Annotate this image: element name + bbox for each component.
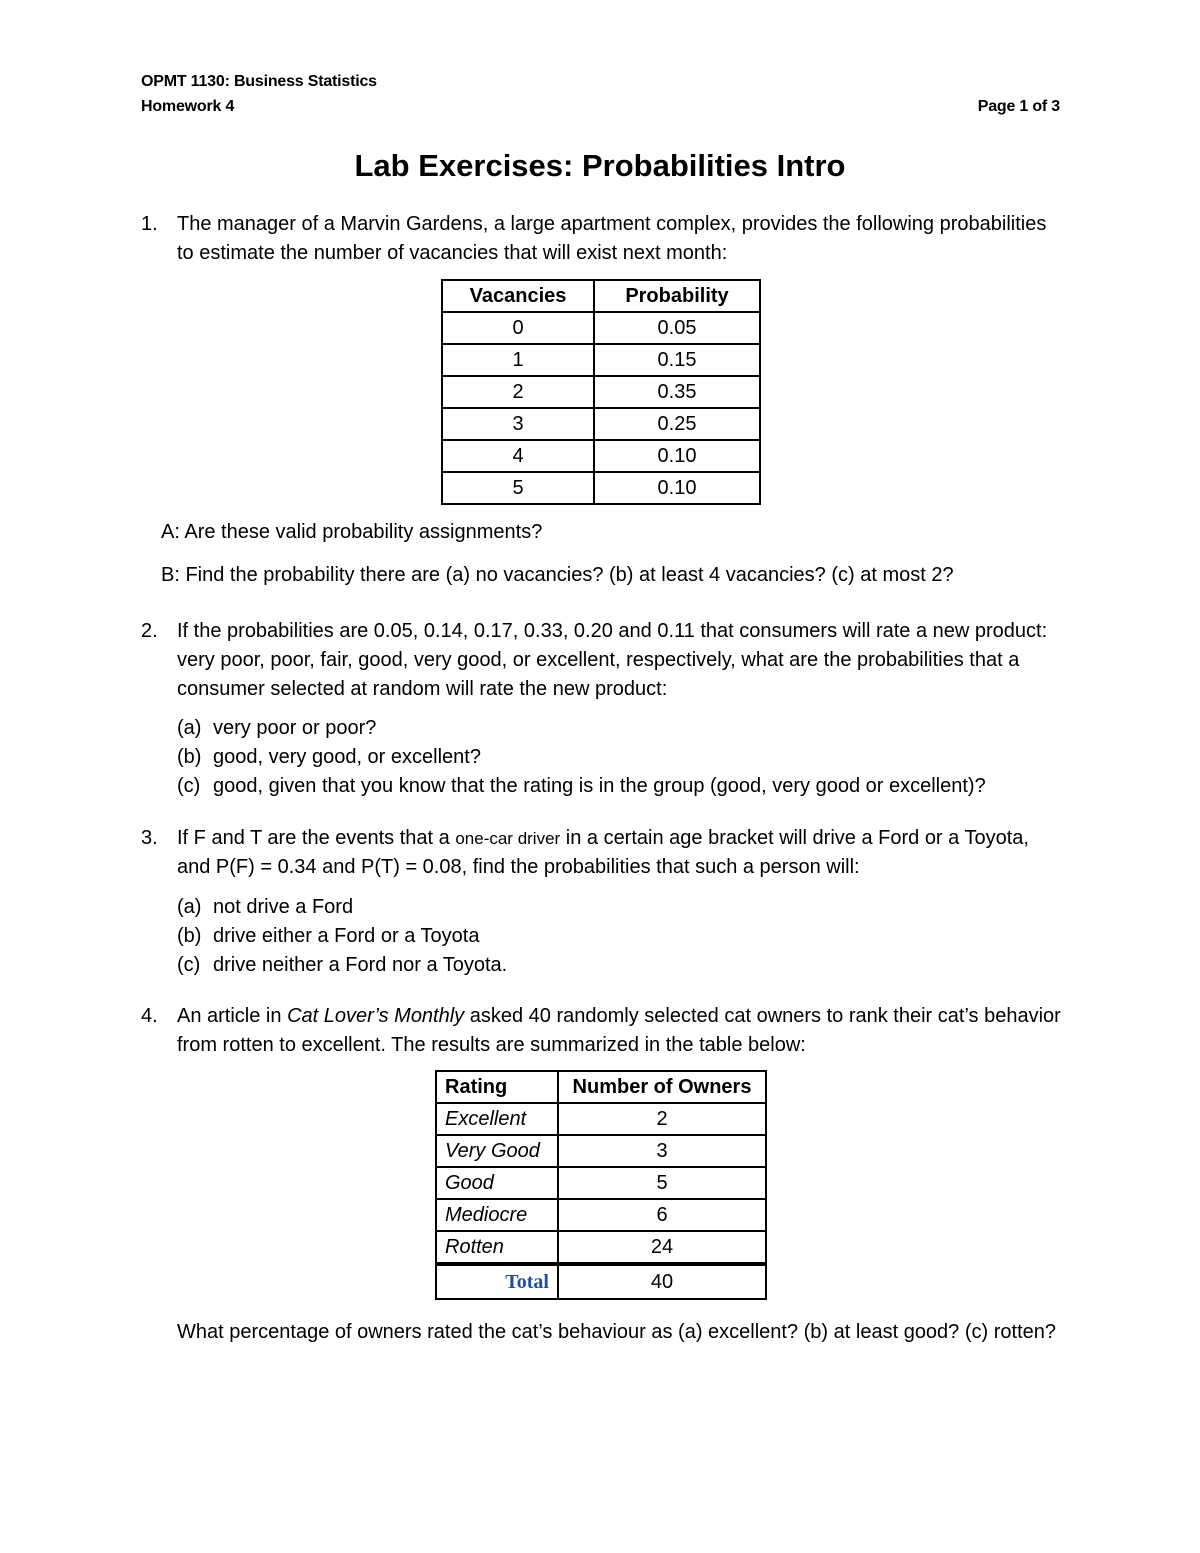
vacancy-cell: 1 bbox=[442, 344, 594, 376]
item-label: (b) bbox=[177, 925, 202, 947]
question-3-item-c bbox=[177, 951, 507, 980]
homework-label: Homework 4 bbox=[141, 98, 235, 115]
rating-cell: Rotten bbox=[436, 1231, 558, 1264]
table-header-row bbox=[442, 280, 760, 312]
question-4-prompt: What percentage of owners rated the cat’s behaviour as (a) excellent? (b) at least good? (c) rotten? bbox=[177, 1321, 1057, 1343]
table-row bbox=[436, 1167, 766, 1199]
question-2-item-c bbox=[177, 772, 986, 801]
question-3-item-a bbox=[177, 893, 353, 922]
item-text: very poor or poor? bbox=[213, 717, 377, 739]
question-text-end: in a certain age bracket will drive a Ford or a Toyota, and P(F) = 0.34 and P(T) = 0.08, find the probabilities that such a person will: bbox=[177, 827, 1029, 878]
rating-cell: Excellent bbox=[436, 1103, 558, 1135]
question-text bbox=[177, 1002, 1067, 1060]
cat-ratings-table bbox=[435, 1070, 767, 1300]
table-header-row bbox=[436, 1071, 766, 1103]
rating-cell: Very Good bbox=[436, 1135, 558, 1167]
item-label: (c) bbox=[177, 775, 201, 797]
header-vacancies: Vacancies bbox=[442, 280, 594, 312]
vacancies-table bbox=[441, 279, 761, 505]
page-title: Lab Exercises: Probabilities Intro bbox=[354, 148, 846, 183]
item-label: (c) bbox=[177, 954, 201, 976]
table-row bbox=[442, 312, 760, 344]
question-text: If the probabilities are 0.05, 0.14, 0.17, 0.33, 0.20 and 0.11 that consumers will rate a new product: very poor, poor, fair, good, very good, or excellent, respectively, what are the probabilities that a consumer selected at random will rate the new product: bbox=[177, 620, 1048, 700]
item-text: drive either a Ford or a Toyota bbox=[213, 925, 480, 947]
vacancy-cell: 0 bbox=[442, 312, 594, 344]
question-number: 1. bbox=[141, 213, 158, 235]
question-text: The manager of a Marvin Gardens, a large apartment complex, provides the following probabilities to estimate the number of vacancies that will exist next month: bbox=[177, 213, 1047, 264]
table-row bbox=[442, 440, 760, 472]
item-text: not drive a Ford bbox=[213, 896, 354, 918]
question-1a: A: Are these valid probability assignments? bbox=[161, 521, 543, 543]
table-row bbox=[442, 408, 760, 440]
course-name: OPMT 1130: Business Statistics bbox=[141, 73, 377, 90]
question-number: 2. bbox=[141, 620, 158, 642]
probability-cell: 0.15 bbox=[594, 344, 760, 376]
probability-cell: 0.10 bbox=[594, 472, 760, 504]
item-label: (a) bbox=[177, 717, 202, 739]
rating-cell: Good bbox=[436, 1167, 558, 1199]
owners-cell: 6 bbox=[558, 1199, 766, 1231]
header-probability: Probability bbox=[594, 280, 760, 312]
table-row bbox=[436, 1199, 766, 1231]
item-text: drive neither a Ford nor a Toyota. bbox=[213, 954, 508, 976]
question-2-item-a bbox=[177, 714, 376, 743]
question-1b: B: Find the probability there are (a) no vacancies? (b) at least 4 vacancies? (c) at most 2? bbox=[161, 564, 954, 586]
page-number: Page 1 of 3 bbox=[977, 98, 1060, 115]
probability-cell: 0.05 bbox=[594, 312, 760, 344]
probability-cell: 0.35 bbox=[594, 376, 760, 408]
question-number: 4. bbox=[141, 1005, 158, 1027]
vacancy-cell: 5 bbox=[442, 472, 594, 504]
vacancy-cell: 4 bbox=[442, 440, 594, 472]
item-label: (b) bbox=[177, 746, 202, 768]
question-text-start: An article in bbox=[177, 1005, 288, 1027]
item-text: good, given that you know that the rating is in the group (good, very good or excellent)? bbox=[213, 775, 986, 797]
question-text bbox=[177, 824, 1067, 882]
owners-cell: 24 bbox=[558, 1231, 766, 1264]
vacancy-cell: 2 bbox=[442, 376, 594, 408]
rating-cell: Mediocre bbox=[436, 1199, 558, 1231]
table-row bbox=[442, 376, 760, 408]
owners-cell: 3 bbox=[558, 1135, 766, 1167]
owners-cell: 2 bbox=[558, 1103, 766, 1135]
total-row bbox=[436, 1264, 766, 1299]
table-row bbox=[436, 1103, 766, 1135]
table-row bbox=[436, 1231, 766, 1264]
question-2-item-b bbox=[177, 743, 481, 772]
item-text: good, very good, or excellent? bbox=[213, 746, 481, 768]
question-number: 3. bbox=[141, 827, 158, 849]
table-row bbox=[442, 472, 760, 504]
total-value: 40 bbox=[558, 1264, 766, 1299]
question-text-start: If F and T are the events that a bbox=[177, 827, 456, 849]
header-number-of-owners: Number of Owners bbox=[558, 1071, 766, 1103]
probability-cell: 0.25 bbox=[594, 408, 760, 440]
total-label: Total bbox=[436, 1264, 558, 1299]
question-3-item-b bbox=[177, 922, 479, 951]
item-label: (a) bbox=[177, 896, 202, 918]
header-rating: Rating bbox=[436, 1071, 558, 1103]
vacancy-cell: 3 bbox=[442, 408, 594, 440]
owners-cell: 5 bbox=[558, 1167, 766, 1199]
magazine-title: Cat Lover’s Monthly bbox=[287, 1005, 465, 1027]
table-row bbox=[436, 1135, 766, 1167]
question-text-end: asked 40 randomly selected cat owners to rank their cat’s behavior from rotten to excellent. The results are summarized in the table below: bbox=[177, 1005, 1061, 1056]
table-row bbox=[442, 344, 760, 376]
probability-cell: 0.10 bbox=[594, 440, 760, 472]
question-text-small: one-car driver bbox=[455, 829, 561, 848]
